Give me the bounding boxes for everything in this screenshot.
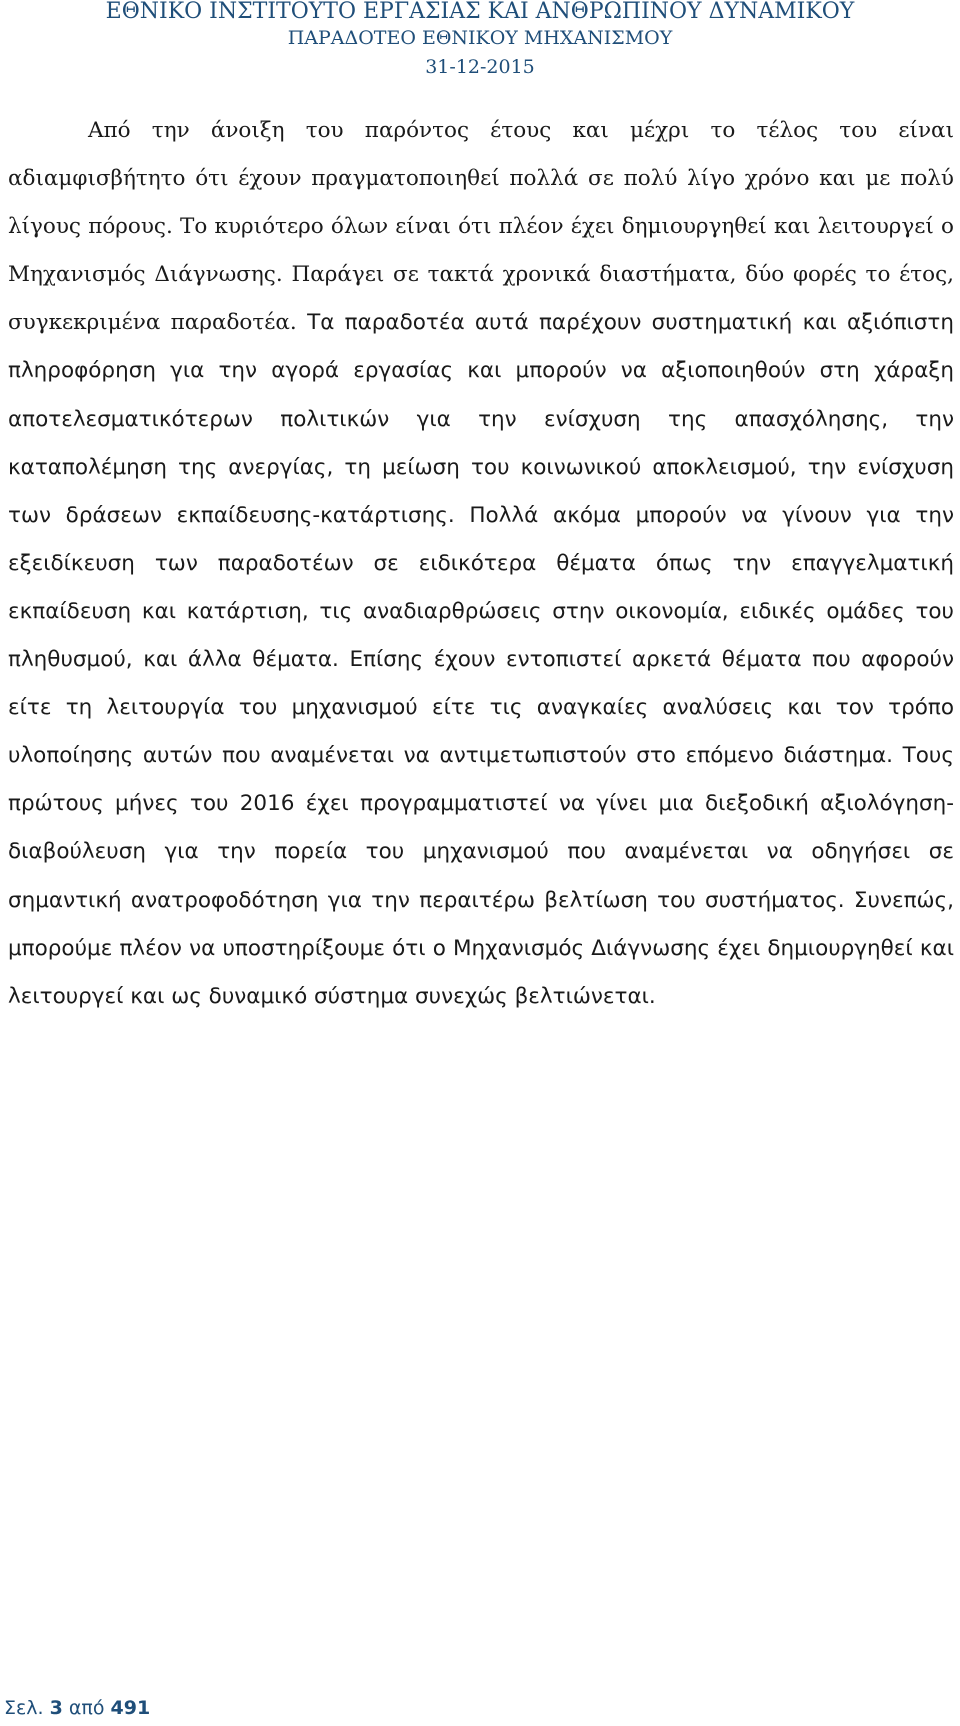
page-of-label: από — [62, 1697, 111, 1719]
body-paragraph — [8, 107, 954, 1021]
page-number: 3 — [49, 1697, 63, 1719]
page-label: Σελ. — [4, 1697, 50, 1719]
organization-name: ΕΘΝΙΚΟ ΙΝΣΤΙΤΟΥΤΟ ΕΡΓΑΣΙΑΣ ΚΑΙ ΑΝΘΡΩΠΙΝΟΥ ΔΥΝΑΜΙΚΟΥ — [105, 0, 855, 24]
document-subtitle: ΠΑΡΑΔΟΤΕΟ ΕΘΝΙΚΟΥ ΜΗΧΑΝΙΣΜΟΥ — [287, 27, 673, 49]
paragraph-lead-text: Από την άνοιξη του παρόντος έτους και μέχρι το τέλος του είναι αδιαμφισβήτητο ότι έχουν πραγματοποιηθεί πολλά σε πολύ λίγο χρόνο και με πολύ λίγους πόρους. Το κυριότερο όλων είναι ότι πλέον έχει δημιουργηθεί και λειτουργεί ο Μηχανισμός Διάγνωσης. Παράγει σε τακτά χρονικά διαστήματα, δύο φορές το έτος, συγκεκριμένα παραδοτέα. — [8, 118, 954, 336]
page-footer — [4, 1696, 150, 1720]
total-pages: 491 — [110, 1697, 151, 1719]
paragraph-main-text: Τα παραδοτέα αυτά παρέχουν συστηματική και αξιόπιστη πληροφόρηση για την αγορά εργασίας και μπορούν να αξιοποιηθούν στη χάραξη αποτελεσματικότερων πολιτικών για την ενίσχυση της απασχόλησης, την καταπολέμηση της ανεργίας, τη μείωση του κοινωνικού αποκλεισμού, την ενίσχυση των δράσεων εκπαίδευσης-κατάρτισης. Πολλά ακόμα μπορούν να γίνουν για την εξειδίκευση των παραδοτέων σε ειδικότερα θέματα όπως την επαγγελματική εκπαίδευση και κατάρτιση, τις αναδιαρθρώσεις στην οικονομία, ειδικές ομάδες του πληθυσμού, και άλλα θέματα. Επίσης έχουν εντοπιστεί αρκετά θέματα που αφορούν είτε τη λειτουργία του μηχανισμού είτε τις αναγκαίες αναλύσεις και τον τρόπο υλοποίησης αυτών που αναμένεται να αντιμετωπιστούν στο επόμενο διάστημα. Τους πρώτους μήνες του 2016 έχει προγραμματιστεί να γίνει μια διεξοδική αξιολόγηση-διαβούλευση για την πορεία του μηχανισμού που αναμένεται να οδηγήσει σε σημαντική ανατροφοδότηση για την περαιτέρω βελτίωση του συστήματος. Συνεπώς, μπορούμε πλέον να υποστηρίξουμε ότι ο Μηχανισμός Διάγνωσης έχει δημιουργηθεί και λειτουργεί και ως δυναμικό σύστημα συνεχώς βελτιώνεται. — [8, 310, 955, 1009]
page-header — [0, 0, 960, 82]
document-date: 31-12-2015 — [425, 56, 535, 78]
